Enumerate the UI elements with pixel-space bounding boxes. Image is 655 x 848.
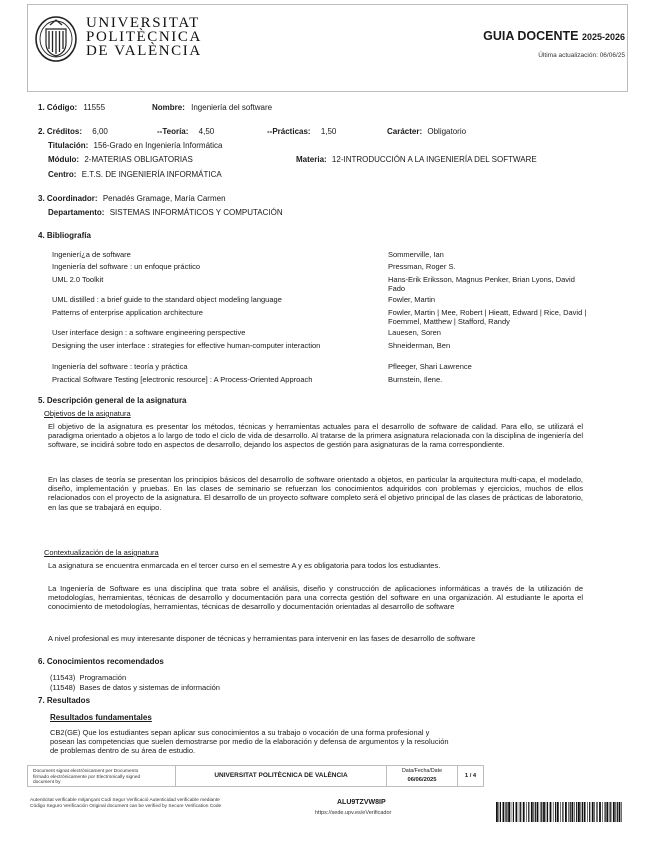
last-update: Última actualización: 06/06/25 (538, 52, 625, 59)
coordinador-value: Penadés Gramage, María Carmen (102, 194, 226, 203)
contexto-paragraph-2: La Ingeniería de Software es una disciplina que trata sobre el análisis, diseño y construcción de aplicaciones informáticas a través de la utilización de metodologías, herramientas, técnicas de desarrollo y documentación para una correcta gestión del software en una organización. Al estudiante le aporta el conocimiento de metodologías, herramientas, técnicas de desarrollo y documentación orientadas al desarrollo de software (48, 584, 583, 612)
practicas-value: 1,50 (320, 127, 337, 136)
bib-title: Ingenierí¿a de software (52, 250, 131, 259)
conocimiento-item: (11543) Programación (50, 673, 127, 682)
date-label: Data/Fecha/Date (401, 768, 443, 774)
objetivos-paragraph-1: El objetivo de la asignatura es presentar los métodos, técnicas y herramientas actuales para el desarrollo de software de calidad. Para ello, se utilizará el paradigma orientado a objetos a lo largo de todo el ciclo de vida de desarrollo. Al tratarse de la primera asignatura relacionada con la disciplina de ingeniería del software, se incidirá sobre todo en aspectos de desarrollo, dejando los aspectos de gestión para asignaturas de la rama correspondiente. (48, 422, 583, 450)
centro-value: E.T.S. DE INGENIERÍA INFORMÁTICA (81, 170, 222, 179)
verification-url: https://sede.upv.es/eVerificador (315, 810, 392, 816)
academic-year: 2025-2026 (581, 32, 625, 42)
page-number: 1 / 4 (464, 773, 477, 779)
bib-author: Pressman, Roger S. (388, 262, 456, 271)
creditos-label: Créditos: (46, 127, 83, 136)
teoria-label: --Teoría: (157, 127, 189, 136)
row-materia (296, 155, 537, 165)
materia-label: Materia: (296, 155, 327, 164)
row-departamento (48, 208, 283, 218)
creditos-num: 2. (38, 127, 45, 136)
row-practicas (267, 127, 336, 137)
bib-title: Practical Software Testing [electronic resource] : A Process-Oriented Approach (52, 375, 313, 384)
sign-note: Document signat electrònicament per Documento firmado electrónicamente por Electronically signed document by (33, 769, 141, 786)
footer (27, 765, 628, 823)
row-creditos (38, 127, 108, 137)
codigo-label: Código: (46, 103, 78, 112)
logo-wordmark (86, 16, 202, 58)
coordinador-label: Coordinador: (46, 194, 98, 203)
bib-author: Pfleeger, Shari Lawrence (388, 362, 472, 371)
page-title (483, 29, 625, 43)
bib-author: Hans-Erik Eriksson, Magnus Penker, Brian Lyons, David Fado (388, 275, 575, 294)
upv-seal-icon (34, 15, 78, 63)
modulo-label: Módulo: (48, 155, 80, 164)
bib-author: Sommerville, Ian (388, 250, 444, 259)
creditos-value: 6,00 (92, 127, 108, 136)
bib-author: Shneiderman, Ben (388, 341, 451, 350)
title-text: GUIA DOCENTE (483, 29, 579, 43)
descripcion-heading: 5. Descripción general de la asignatura (38, 396, 187, 405)
practicas-label: --Prácticas: (267, 127, 311, 136)
logo-line-2: POLITÈCNICA (86, 29, 202, 45)
footer-page-cell (457, 765, 484, 787)
date-value: 06/06/2025 (407, 777, 437, 783)
bib-title: Ingeniería del software : un enfoque práctico (52, 262, 201, 271)
bib-author: Fowler, Martin | Mee, Robert | Hieatt, Edward | Rice, David | Foemmel, Matthew | Stafford, Randy (388, 308, 587, 327)
bib-title: Ingeniería del software : teoría y práctica (52, 362, 188, 371)
codigo-value: 11555 (83, 103, 106, 112)
institution-name: UNIVERSITAT POLITÈCNICA DE VALÈNCIA (214, 772, 348, 779)
modulo-value: 2-MATERIAS OBLIGATORIAS (84, 155, 193, 164)
row-nombre (152, 103, 272, 113)
coordinador-num: 3. (38, 194, 45, 203)
caracter-label: Carácter: (387, 127, 423, 136)
materia-value: 12-INTRODUCCIÓN A LA INGENIERÍA DEL SOFTWARE (331, 155, 537, 164)
bib-title: User interface design : a software engineering perspective (52, 328, 246, 337)
contexto-title: Contextualización de la asignatura (44, 548, 159, 557)
teoria-value: 4,50 (198, 127, 215, 136)
objetivos-paragraph-2: En las clases de teoría se presentan los principios básicos del desarrollo de software orientado a objetos, en particular la arquitectura multi-capa, el modelado, diseño, implementación y pruebas. En las clases de seminario se refuerzan los conocimientos adquiridos con problemas y ejercicios, muchos de ellos relacionados con el proyecto de la asignatura. El desarrollo de un proyecto software completo será el objetivo principal de las clases de prácticas de laboratorio, en las que se trabajará en equipo. (48, 475, 583, 512)
contexto-paragraph-1: La asignatura se encuentra enmarcada en el tercer curso en el semestre A y es obligatoria para todos los estudiantes. (48, 561, 441, 570)
titulacion-value: 156-Grado en Ingeniería Informática (93, 141, 223, 150)
bib-author: Fowler, Martin (388, 295, 436, 304)
departamento-label: Departamento: (48, 208, 105, 217)
nombre-value: Ingeniería del software (191, 103, 273, 112)
objetivos-title: Objetivos de la asignatura (44, 409, 131, 418)
nombre-label: Nombre: (152, 103, 185, 112)
resultados-heading: 7. Resultados (38, 696, 91, 705)
centro-label: Centro: (48, 170, 77, 179)
footer-institution-cell (175, 765, 387, 787)
resultados-subheading: Resultados fundamentales (50, 713, 152, 722)
row-centro (48, 170, 222, 180)
contexto-paragraph-3: A nivel profesional es muy interesante disponer de técnicas y herramientas para intervenir en las fases de desarrollo de software (48, 634, 476, 643)
upv-logo (34, 15, 224, 63)
titulacion-label: Titulación: (48, 141, 89, 150)
verification-code: ALU9TZVW8IP (337, 799, 386, 806)
bib-title: Designing the user interface : strategies for effective human-computer interaction (52, 341, 321, 350)
footer-date-cell (386, 765, 458, 787)
logo-line-1: UNIVERSITAT (86, 15, 200, 31)
barcode-icon (496, 802, 624, 822)
bib-title: UML distilled : a brief guide to the standard object modeling language (52, 295, 282, 304)
bib-author: Burnstein, Ilene. (388, 375, 443, 384)
departamento-value: SISTEMAS INFORMÁTICOS Y COMPUTACIÓN (109, 208, 283, 217)
row-titulacion (48, 141, 223, 151)
row-teoria (157, 127, 214, 137)
verify-note: Autenticitat verificable mitjançant Codi Segur Verificació Autenticidad verificable mediante Código Seguro Verificación Original document can be verified by Secure Verification Code (30, 798, 222, 809)
bib-author: Lauesen, Soren (388, 328, 441, 337)
caracter-value: Obligatorio (427, 127, 467, 136)
conocimiento-item: (11548) Bases de datos y sistemas de información (50, 683, 220, 692)
row-coordinador (38, 194, 226, 204)
row-caracter (387, 127, 466, 137)
bib-title: Patterns of enterprise application architecture (52, 308, 203, 317)
resultado-cb2: CB2(GE) Que los estudiantes sepan aplicar sus conocimientos a su trabajo o vocación de una forma profesional y posean las competencias que suelen demostrarse por medio de la elaboración y defensa de argumentos y la resolución de problemas dentro de su área de estudio. (50, 728, 449, 756)
codigo-num: 1. (38, 103, 45, 112)
row-modulo (48, 155, 193, 165)
bibliografia-heading: 4. Bibliografía (38, 231, 91, 240)
bib-title: UML 2.0 Toolkit (52, 275, 104, 284)
row-codigo (38, 103, 105, 113)
conocimientos-heading: 6. Conocimientos recomendados (38, 657, 164, 666)
footer-sign-cell (27, 765, 176, 787)
logo-line-3: DE VALÈNCIA (86, 43, 202, 59)
